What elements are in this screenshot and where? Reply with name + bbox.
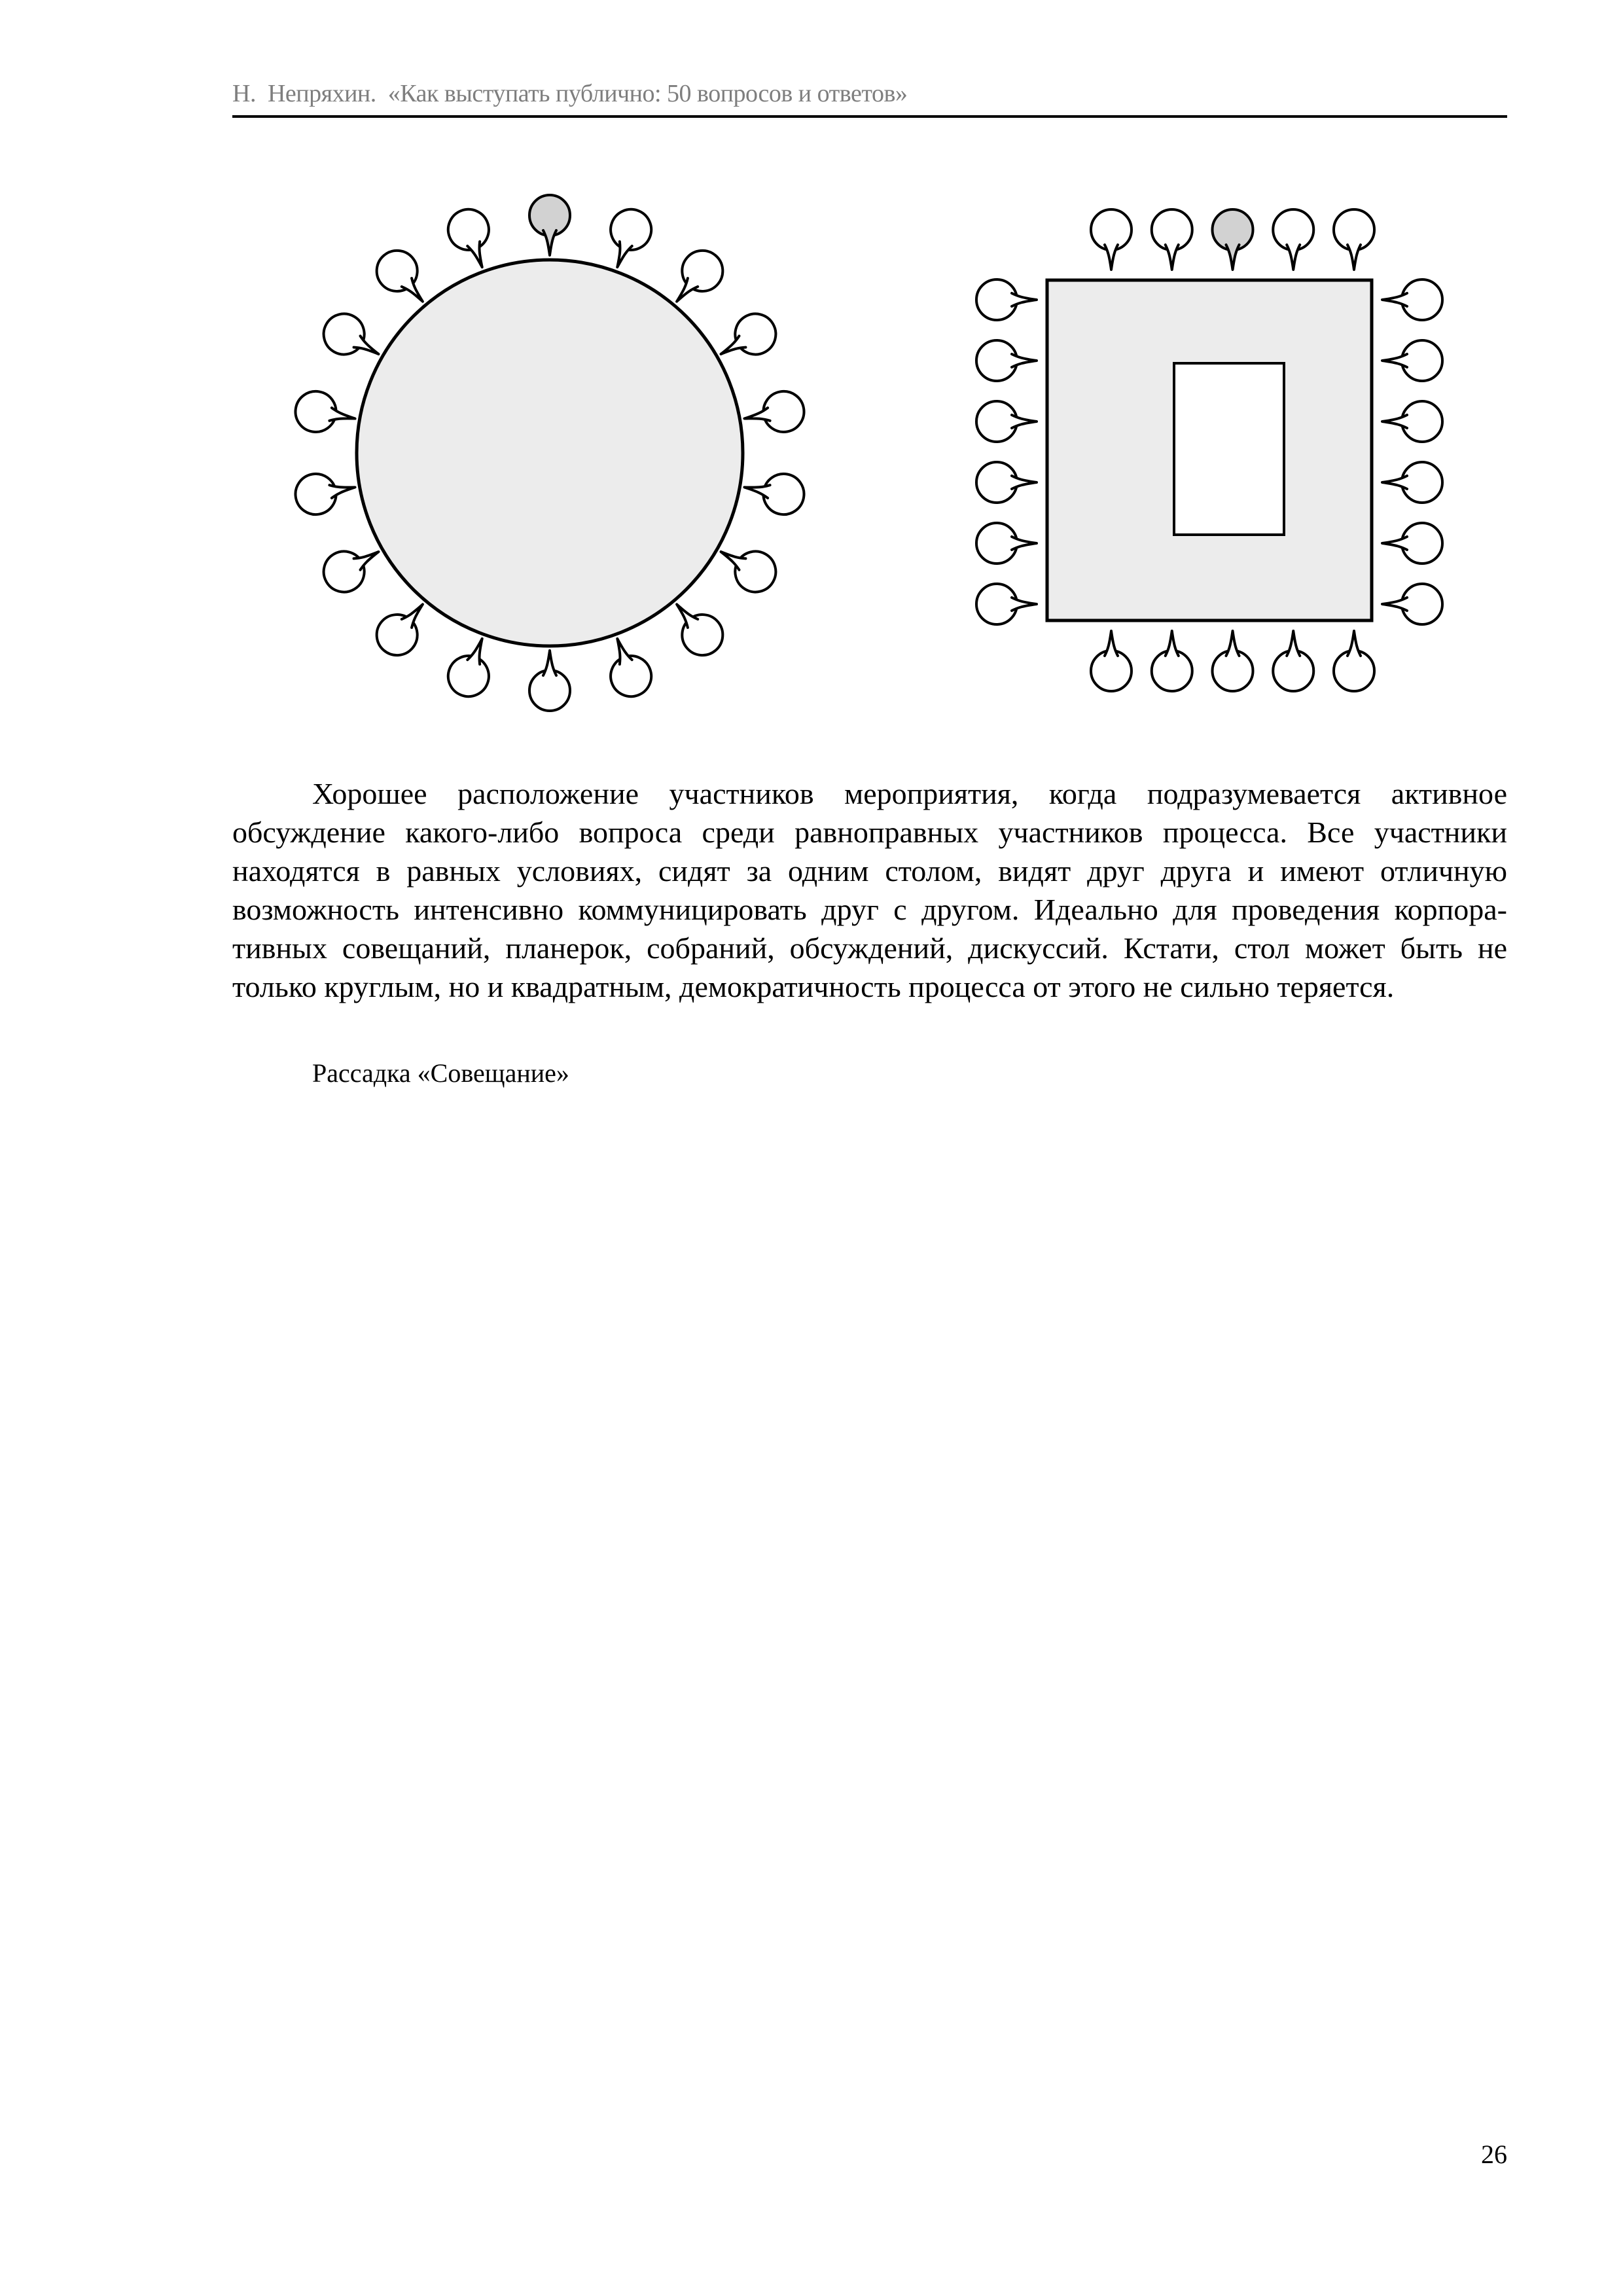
- paragraph-line: Хорошее расположение участников мероприятия, когда подразумевается активное: [312, 777, 1507, 810]
- seat-icon: [1334, 209, 1374, 270]
- seat-icon: [1382, 462, 1442, 503]
- seat-icon: [1382, 279, 1442, 320]
- seat-icon: [442, 204, 501, 274]
- table-inner-cutout: [1174, 363, 1284, 535]
- seat-icon: [976, 401, 1037, 442]
- seat-icon: [976, 279, 1037, 320]
- seat-icon: [1091, 631, 1132, 691]
- seat-icon: [293, 388, 359, 439]
- seat-icon: [741, 467, 807, 518]
- seat-icon: [976, 340, 1037, 381]
- seat-icon: [1334, 631, 1374, 691]
- seat-icon: [1091, 209, 1132, 270]
- seat-icon: [976, 462, 1037, 503]
- seat-icon: [1152, 631, 1192, 691]
- figure-caption: Рассадка «Совещание»: [312, 1058, 569, 1088]
- paragraph-line: только круглым, но и квадратным, демократичность процесса от этого не сильно теряется.: [232, 970, 1395, 1003]
- seat-icon: [1382, 523, 1442, 564]
- paragraph-line: возможность интенсивно коммуницировать друг с другом. Идеально для проведения корпора-: [232, 893, 1507, 926]
- seat-icon: [976, 523, 1037, 564]
- seat-icon: [1382, 340, 1442, 381]
- paragraph-line: тивных совещаний, планерок, собраний, обсуждений, дискуссий. Кстати, стол может быть не: [232, 931, 1507, 965]
- seat-icon: [598, 632, 657, 702]
- moderator-seat-icon: [1213, 209, 1253, 270]
- seat-icon: [529, 651, 570, 711]
- moderator-seat-icon: [529, 195, 570, 255]
- seating-diagrams: [0, 0, 1623, 772]
- round-table-diagram: [293, 195, 808, 711]
- seat-icon: [1273, 209, 1313, 270]
- seat-icon: [442, 632, 501, 702]
- running-header: Н. Непряхин. «Как выступать публично: 50 вопросов и ответов»: [232, 80, 908, 107]
- seat-icon: [1382, 401, 1442, 442]
- seat-icon: [598, 204, 657, 274]
- page-number: 26: [1481, 2140, 1507, 2169]
- seat-icon: [1213, 631, 1253, 691]
- round-table: [357, 260, 743, 646]
- seat-icon: [1273, 631, 1313, 691]
- body-paragraph: [232, 774, 1507, 1006]
- seat-icon: [976, 584, 1037, 624]
- seat-icon: [1152, 209, 1192, 270]
- seat-icon: [293, 467, 359, 518]
- seat-icon: [1382, 584, 1442, 624]
- seat-icon: [741, 388, 807, 439]
- paragraph-line: находятся в равных условиях, сидят за одним столом, видят друг друга и имеют отличную: [232, 854, 1507, 888]
- square-table-diagram: [976, 209, 1442, 691]
- paragraph-line: обсуждение какого-либо вопроса среди равноправных участников процесса. Все участники: [232, 816, 1507, 849]
